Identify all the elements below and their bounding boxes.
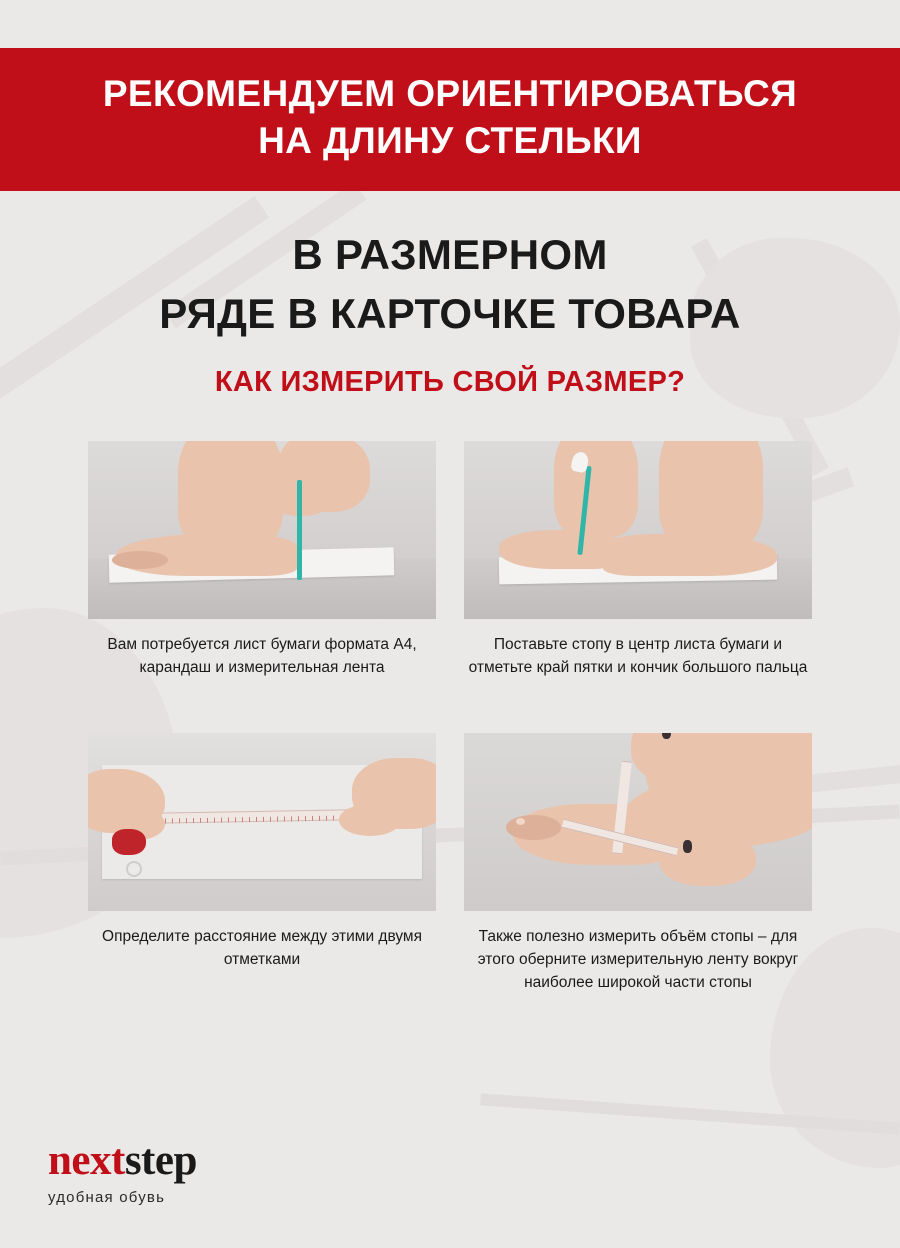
recommendation-banner bbox=[0, 48, 900, 191]
banner-line-1: РЕКОМЕНДУЕМ ОРИЕНТИРОВАТЬСЯ bbox=[102, 73, 798, 114]
step-caption: Вам потребуется лист бумаги формата А4, карандаш и измерительная лента bbox=[107, 635, 417, 677]
step-item bbox=[88, 733, 436, 1011]
page-title bbox=[0, 191, 900, 344]
headline-line-1: В РАЗМЕРНОМ bbox=[292, 230, 608, 278]
brand-logo bbox=[48, 1139, 197, 1206]
step-item bbox=[464, 733, 812, 1011]
banner-line-2: НА ДЛИНУ СТЕЛЬКИ bbox=[258, 120, 642, 162]
subheading: КАК ИЗМЕРИТЬ СВОЙ РАЗМЕР? bbox=[214, 365, 686, 398]
logo-tagline: удобная обувь bbox=[48, 1189, 166, 1206]
step-caption: Поставьте стопу в центр листа бумаги и отметьте край пятки и кончик большого пальца bbox=[468, 635, 808, 677]
infographic-page bbox=[0, 48, 900, 1248]
logo-wordmark bbox=[48, 1139, 197, 1182]
step-caption: Также полезно измерить объём стопы – для этого оберните измерительную ленту вокруг наиболее широкой части стопы bbox=[477, 927, 799, 992]
foot-pencil-paper-photo bbox=[88, 441, 436, 619]
step-caption: Определите расстояние между этими двумя отметками bbox=[102, 927, 422, 969]
measuring-foot-girth-photo bbox=[464, 733, 812, 911]
step-item bbox=[88, 441, 436, 719]
logo-next-text: next bbox=[48, 1137, 125, 1184]
measuring-tape-on-paper-photo bbox=[88, 733, 436, 911]
foot-centered-on-paper-photo bbox=[464, 441, 812, 619]
logo-step-text: step bbox=[124, 1137, 197, 1184]
step-item bbox=[464, 441, 812, 719]
steps-grid bbox=[0, 399, 900, 1011]
headline-line-2: РЯДЕ В КАРТОЧКЕ ТОВАРА bbox=[159, 290, 741, 338]
